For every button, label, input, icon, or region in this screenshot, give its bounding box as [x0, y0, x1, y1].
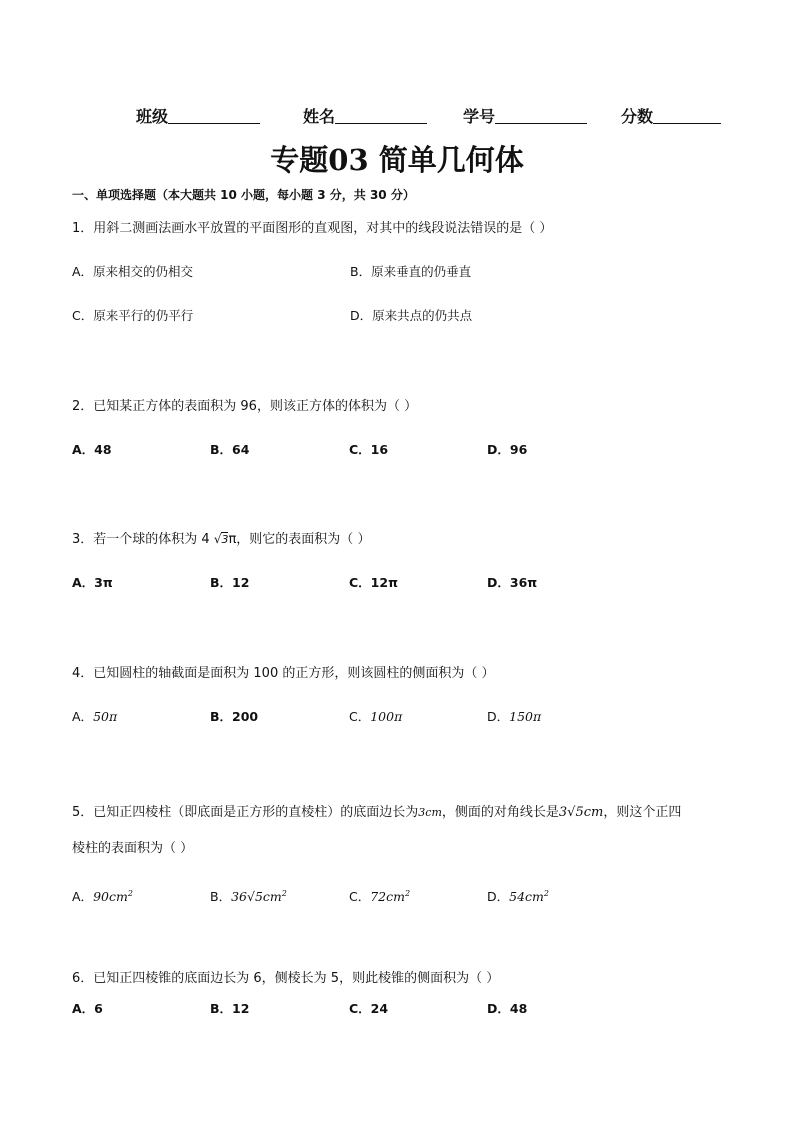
q3-stem-end: π，则它的表面积为（ ）: [228, 532, 371, 547]
score-blank[interactable]: [653, 107, 721, 124]
page-title: 专题03 简单几何体: [270, 143, 524, 177]
q1-option-b[interactable]: B．原来垂直的仍垂直: [350, 264, 472, 279]
section-heading: 一、单项选择题（本大题共 10 小题，每小题 3 分，共 30 分）: [72, 188, 415, 202]
name-blank[interactable]: [335, 107, 427, 124]
id-field: [463, 104, 587, 127]
q1-option-a[interactable]: A．原来相交的仍相交: [72, 264, 194, 279]
q5-option-b-exponent: 2: [281, 888, 287, 898]
q2-option-c[interactable]: C．16: [349, 442, 389, 457]
q4-option-d-value: 150π: [509, 709, 542, 724]
q5-option-b[interactable]: [210, 887, 287, 905]
q5-option-d[interactable]: [487, 887, 549, 905]
q6-option-c[interactable]: C．24: [349, 1001, 389, 1016]
q3-option-b[interactable]: B．12: [210, 575, 250, 590]
q4-option-a[interactable]: [72, 707, 117, 725]
q4-option-c-value: 100π: [370, 709, 403, 724]
q3-stem-start: 3．若一个球的体积为 4: [72, 532, 210, 547]
q5-edge-length: 3cm: [418, 806, 442, 819]
q4-option-d-letter: D．: [487, 709, 510, 724]
q5-option-a-exponent: 2: [127, 888, 133, 898]
id-blank[interactable]: [495, 107, 587, 124]
q5-option-d-value: 54cm: [509, 889, 544, 904]
q3-option-c[interactable]: C．12π: [349, 575, 398, 590]
q4-option-c-letter: C．: [349, 709, 371, 724]
q5-diagonal-length: 3√5cm: [558, 805, 604, 820]
q5-option-a-value: 90cm: [93, 889, 128, 904]
question-5-stem-line2: 棱柱的表面积为（ ）: [72, 841, 194, 856]
q3-option-a[interactable]: A．3π: [72, 575, 113, 590]
q5-option-d-exponent: 2: [543, 888, 549, 898]
q5-option-b-letter: B．: [210, 889, 232, 904]
q5-option-c-value: 72cm: [370, 889, 405, 904]
q4-option-b[interactable]: B．200: [210, 709, 259, 724]
name-field: [303, 104, 427, 127]
q5-option-a[interactable]: [72, 887, 133, 905]
q3-sqrt-value: 3: [221, 533, 229, 546]
question-5-stem: [72, 801, 681, 820]
question-1-stem: 1．用斜二测画法画水平放置的平面图形的直观图，对其中的线段说法错误的是（ ）: [72, 221, 553, 236]
q1-option-d[interactable]: D．原来共点的仍共点: [350, 308, 473, 323]
q2-option-b[interactable]: B．64: [210, 442, 250, 457]
q6-option-b[interactable]: B．12: [210, 1001, 250, 1016]
q5-stem-end: ，则这个正四: [603, 805, 682, 820]
q5-option-c[interactable]: [349, 887, 410, 905]
id-label: 学号: [463, 107, 496, 126]
question-3-stem: [72, 528, 370, 547]
q4-option-a-value: 50π: [93, 709, 118, 724]
q6-option-d[interactable]: D．48: [487, 1001, 528, 1016]
q6-option-a[interactable]: A．6: [72, 1001, 103, 1016]
question-2-stem: 2．已知某正方体的表面积为 96，则该正方体的体积为（ ）: [72, 399, 418, 414]
name-label: 姓名: [303, 107, 336, 126]
q4-option-a-letter: A．: [72, 709, 94, 724]
q5-stem-start: 5．已知正四棱柱（即底面是正方形的直棱柱）的底面边长为: [72, 805, 419, 820]
q4-option-d[interactable]: [487, 707, 541, 725]
q4-option-c[interactable]: [349, 707, 402, 725]
sqrt-symbol: √: [213, 532, 222, 546]
class-blank[interactable]: [168, 107, 260, 124]
q3-option-d[interactable]: D．36π: [487, 575, 538, 590]
q1-option-c[interactable]: C．原来平行的仍平行: [72, 308, 194, 323]
q5-option-c-exponent: 2: [405, 888, 411, 898]
q5-option-b-value: 36√5cm: [231, 889, 282, 904]
question-6-stem: 6．已知正四棱锥的底面边长为 6，侧棱长为 5，则此棱锥的侧面积为（ ）: [72, 971, 500, 986]
question-4-stem: 4．已知圆柱的轴截面是面积为 100 的正方形，则该圆柱的侧面积为（ ）: [72, 666, 495, 681]
q2-option-a[interactable]: A．48: [72, 442, 112, 457]
q5-option-c-letter: C．: [349, 889, 371, 904]
score-label: 分数: [621, 107, 654, 126]
q5-option-a-letter: A．: [72, 889, 94, 904]
score-field: [621, 104, 721, 127]
class-label: 班级: [136, 107, 169, 126]
q5-stem-middle: ，侧面的对角线长是: [441, 805, 559, 820]
q2-option-d[interactable]: D．96: [487, 442, 528, 457]
q5-option-d-letter: D．: [487, 889, 510, 904]
class-field: [136, 104, 260, 127]
